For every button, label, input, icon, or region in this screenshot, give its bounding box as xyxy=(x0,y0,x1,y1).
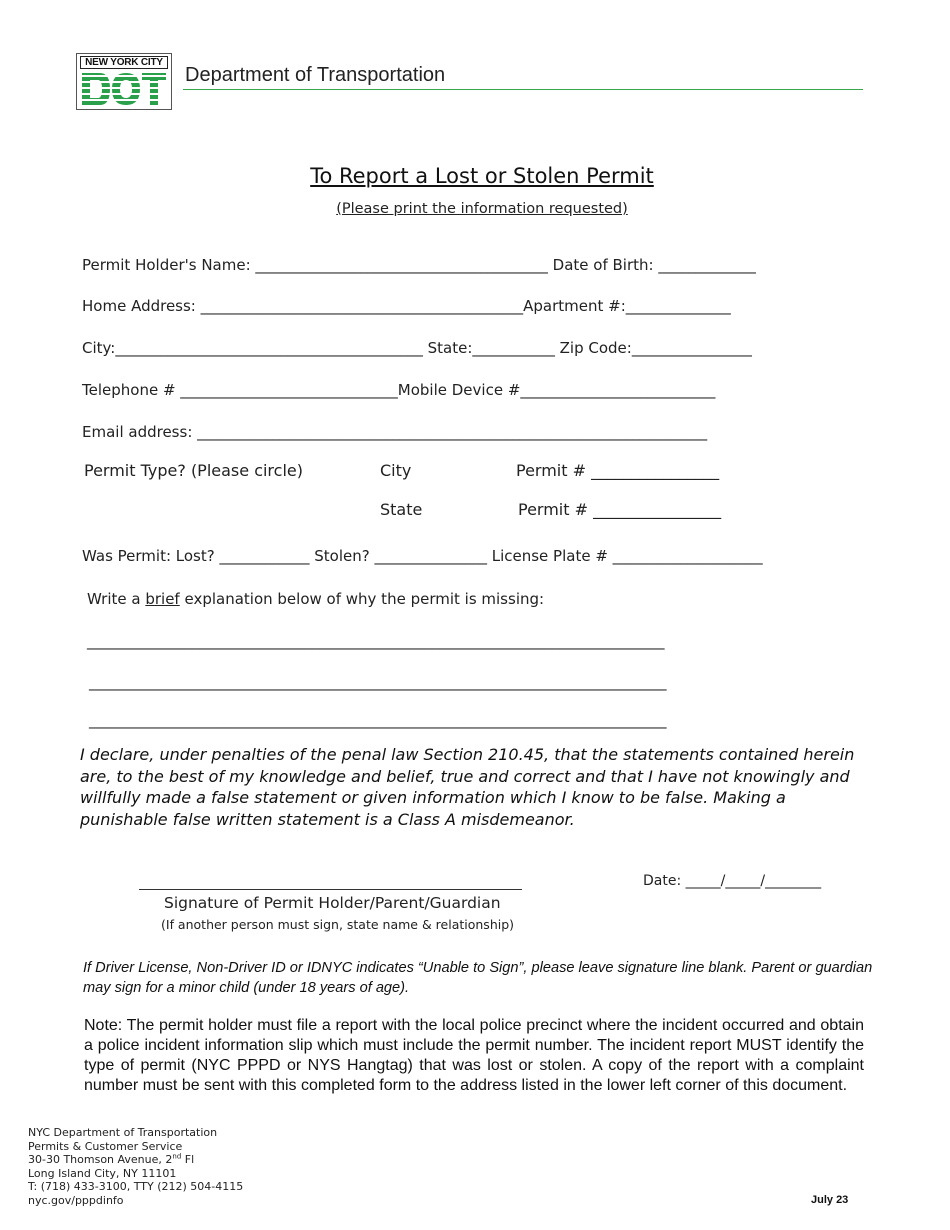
department-title: Department of Transportation xyxy=(185,64,446,86)
explanation-prompt xyxy=(87,590,544,608)
footer-line-4: Long Island City, NY 11101 xyxy=(28,1166,177,1180)
permit-type-state: State xyxy=(380,500,423,519)
telephone-row: Telephone # _____________________________Mobile Device #__________________________ xyxy=(82,381,716,399)
footer-ordinal: nd xyxy=(172,1152,182,1161)
city-permit-number: Permit # ________________ xyxy=(516,461,720,480)
form-subtitle: (Please print the information requested) xyxy=(336,201,628,217)
signature-label: Signature of Permit Holder/Parent/Guardian xyxy=(164,894,501,912)
explanation-line-3: _____________________________________________________________________________ xyxy=(89,711,667,729)
signature-line xyxy=(139,889,522,890)
date-field: Date: _____/_____/________ xyxy=(643,873,822,889)
footer-line-6: nyc.gov/pppdinfo xyxy=(28,1193,124,1207)
footer-street: 30-30 Thomson Avenue, 2 xyxy=(28,1153,173,1167)
form-title: To Report a Lost or Stolen Permit xyxy=(310,164,654,188)
footer-line-2: Permits & Customer Service xyxy=(28,1139,183,1153)
permit-type-label: Permit Type? (Please circle) xyxy=(84,461,303,480)
lost-stolen-plate-row: Was Permit: Lost? ____________ Stolen? _______________ License Plate # ____________________ xyxy=(82,547,763,565)
explanation-line-2: _____________________________________________________________________________ xyxy=(89,673,667,691)
signature-note: (If another person must sign, state name & relationship) xyxy=(161,917,515,932)
city-state-zip-row: City:_________________________________________ State:___________ Zip Code:________________ xyxy=(82,339,752,357)
nyc-dot-logo xyxy=(76,53,172,110)
declaration-text: I declare, under penalties of the penal law Section 210.45, that the statements contained herein are, to the best of my knowledge and belief, true and correct and that I have not knowingly and willfully made a false statement or given information which I know to be false. Making a punishable false written statement is a Class A misdemeanor. xyxy=(80,745,855,829)
dot-letters-icon xyxy=(80,71,168,107)
home-address-row: Home Address: ___________________________________________Apartment #:______________ xyxy=(82,297,731,315)
explanation-prefix: Write a xyxy=(87,590,146,608)
footer-line-1: NYC Department of Transportation xyxy=(28,1126,218,1139)
email-row: Email address: ____________________________________________________________________ xyxy=(82,423,708,441)
footer-line-5: T: (718) 433-3100, TTY (212) 504-4115 xyxy=(28,1180,244,1194)
permit-holder-name-row: Permit Holder's Name: _______________________________________ Date of Birth: _____________ xyxy=(82,256,756,274)
footer-floor: Fl xyxy=(181,1153,195,1167)
explanation-suffix: explanation below of why the permit is missing: xyxy=(179,590,545,608)
revision-date: July 23 xyxy=(811,1194,849,1206)
logo-city-text: NEW YORK CITY xyxy=(80,56,168,69)
permit-type-city: City xyxy=(380,461,412,480)
logo-dot-wordmark xyxy=(80,71,168,107)
footer-line-3 xyxy=(28,1153,243,1167)
footer-address xyxy=(28,1126,243,1208)
explanation-emphasis: brief xyxy=(145,590,180,608)
explanation-line-1: _____________________________________________________________________________ xyxy=(87,632,665,650)
header-divider xyxy=(183,89,863,90)
police-report-note: Note: The permit holder must file a report with the local police precinct where the incident occurred and obtain a police incident information slip which must include the permit number. The incident report MUST identify the type of permit (NYC PPPD or NYS Hangtag) that was lost or stolen. A copy of the report with a complaint number must be sent with this completed form to the address listed in the lower left corner of this document. xyxy=(84,1017,864,1094)
unable-to-sign-note: If Driver License, Non-Driver ID or IDNYC indicates “Unable to Sign”, please leave signature line blank. Parent or guardian may sign for a minor child (under 18 years of age). xyxy=(83,960,873,996)
state-permit-number: Permit # ________________ xyxy=(518,500,722,519)
